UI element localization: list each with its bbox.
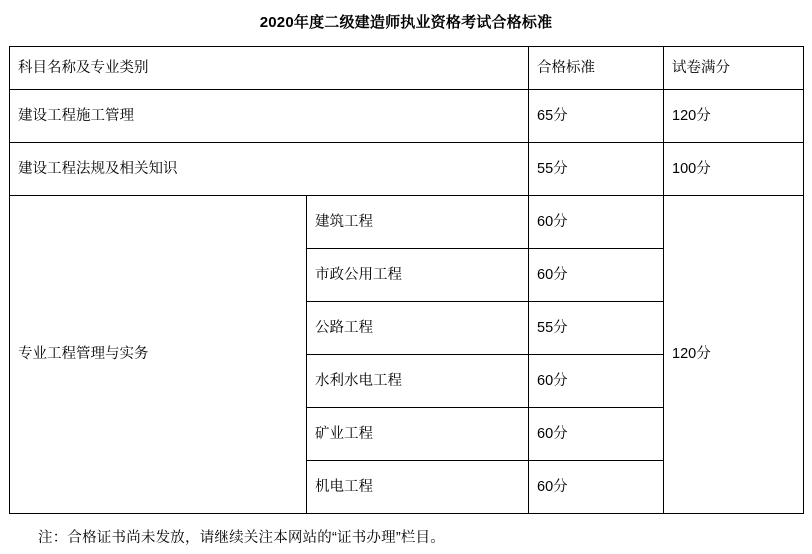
cell-major: 矿业工程 — [307, 408, 529, 461]
table-row — [10, 143, 804, 196]
cell-full-score: 100分 — [664, 143, 804, 196]
cell-subject: 建设工程法规及相关知识 — [10, 143, 529, 196]
cell-standard: 60分 — [529, 249, 664, 302]
cell-standard: 60分 — [529, 355, 664, 408]
cell-major: 建筑工程 — [307, 196, 529, 249]
cell-standard: 60分 — [529, 196, 664, 249]
cell-standard: 55分 — [529, 143, 664, 196]
footer-note: 注：合格证书尚未发放，请继续关注本网站的“证书办理”栏目。 — [38, 530, 445, 546]
table-header-row — [10, 47, 804, 90]
cell-standard: 60分 — [529, 461, 664, 514]
cell-major: 公路工程 — [307, 302, 529, 355]
cell-major: 市政公用工程 — [307, 249, 529, 302]
cell-practice-subject: 专业工程管理与实务 — [10, 196, 307, 514]
header-full-score: 试卷满分 — [664, 47, 804, 90]
header-standard: 合格标准 — [529, 47, 664, 90]
page-title: 2020年度二级建造师执业资格考试合格标准 — [259, 14, 553, 31]
cell-full-score: 120分 — [664, 90, 804, 143]
table-row — [10, 90, 804, 143]
cell-practice-full-score: 120分 — [664, 196, 804, 514]
cell-standard: 60分 — [529, 408, 664, 461]
header-subject: 科目名称及专业类别 — [10, 47, 529, 90]
table-row — [10, 196, 804, 249]
exam-score-table — [9, 46, 804, 514]
cell-subject: 建设工程施工管理 — [10, 90, 529, 143]
cell-standard: 55分 — [529, 302, 664, 355]
cell-major: 水利水电工程 — [307, 355, 529, 408]
cell-standard: 65分 — [529, 90, 664, 143]
cell-major: 机电工程 — [307, 461, 529, 514]
